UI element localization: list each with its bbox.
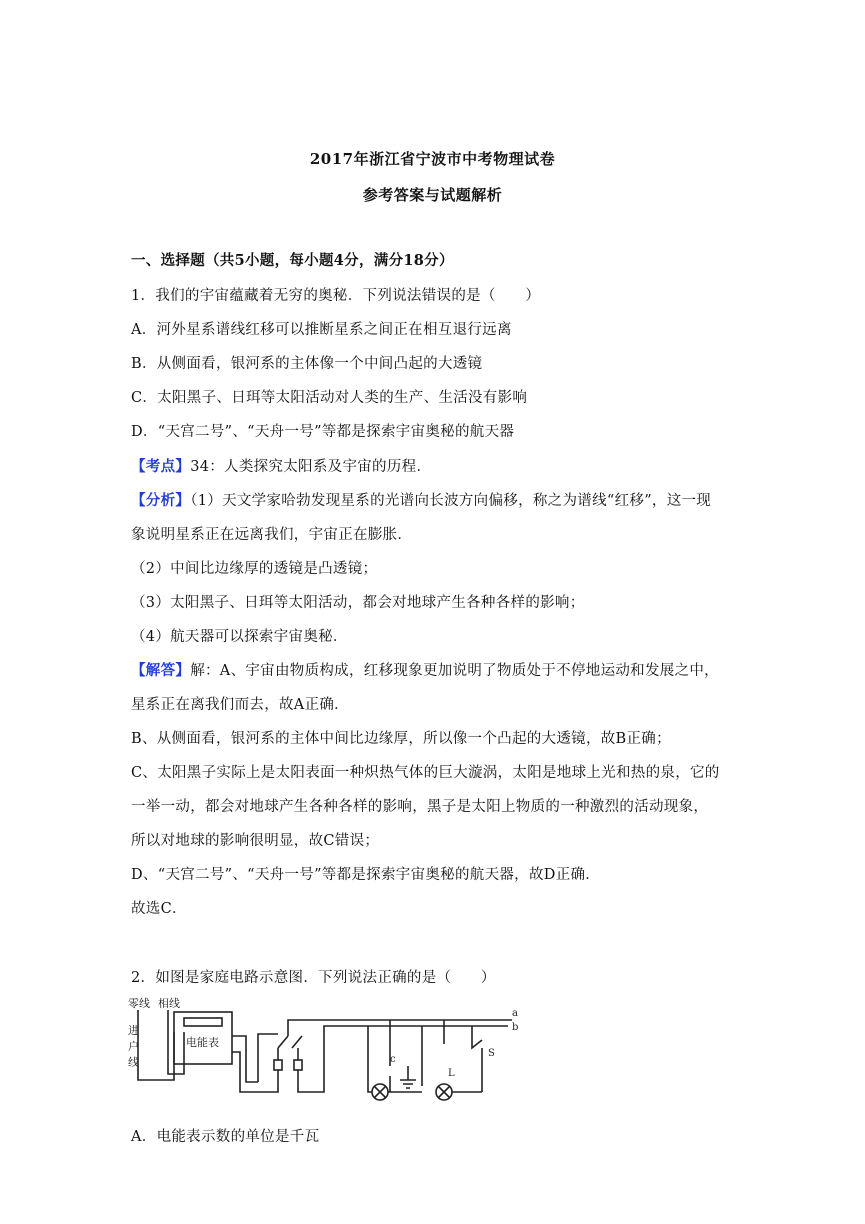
ground-symbol [400, 1066, 416, 1088]
q1-option-b: B．从侧面看，银河系的主体像一个中间凸起的大透镜 [131, 356, 483, 372]
q1-jieda [131, 659, 719, 680]
q2-option-a: A．电能表示数的单位是千瓦 [131, 1129, 320, 1145]
meter-out-a [232, 1036, 258, 1082]
q1-answer: 故选C． [131, 901, 187, 917]
fenxi-tag: 【分析】 [131, 492, 191, 509]
jieda-line: C、太阳黑子实际上是太阳表面一种炽热气体的巨大漩涡，太阳是地球上光和热的泉，它的 [131, 765, 720, 781]
jieda-tag: 【解答】 [131, 662, 191, 679]
fenxi-line: （1）天文学家哈勃发现星系的光谱向长波方向偏移，称之为谱线“红移”，这一现 [190, 493, 712, 509]
q2-stem: 2．如图是家庭电路示意图．下列说法正确的是（ ） [131, 970, 496, 986]
jieda-line: D、“天宫二号”、“天舟一号”等都是探索宇宙奥秘的航天器，故D正确． [131, 867, 601, 883]
label-entry-top: 进 [128, 1024, 139, 1037]
lamp-l-cross [438, 1086, 450, 1098]
label-a: a [512, 1008, 518, 1019]
lamp-c-cross [374, 1086, 386, 1098]
q1-stem: 1．我们的宇宙蕴藏着无穷的奥秘．下列说法错误的是（ ） [131, 288, 541, 304]
section-heading: 一、选择题（共5小题，每小题4分，满分18分） [131, 252, 454, 269]
label-l: L [448, 1068, 455, 1079]
q1-fenxi [131, 489, 711, 510]
fenxi-line: （2）中间比边缘厚的透镜是凸透镜； [131, 561, 378, 577]
fuse-left [274, 1060, 282, 1070]
label-b: b [512, 1022, 519, 1033]
label-s: S [488, 1048, 495, 1059]
meter-out-b [232, 1052, 268, 1092]
meter-label: 电能表 [186, 1036, 219, 1049]
document-title: 2017年浙江省宁波市中考物理试卷 [309, 150, 556, 168]
label-live: 相线 [158, 997, 180, 1010]
meter-display [184, 1018, 222, 1026]
document-subtitle: 参考答案与试题解析 [362, 186, 503, 204]
jieda-line: 解：A、宇宙由物质构成，红移现象更加说明了物质处于不停地运动和发展之中， [190, 663, 719, 679]
q1-kaodian [131, 455, 431, 476]
branch-5 [472, 1026, 482, 1092]
q1-option-d: D．“天宫二号”、“天舟一号”等都是探索宇宙奥秘的航天器 [131, 424, 515, 440]
breaker-wires [258, 1020, 512, 1092]
label-neutral: 零线 [128, 997, 150, 1010]
kaodian-tag: 【考点】 [131, 458, 191, 475]
label-entry-mid: 户 [128, 1040, 139, 1053]
fenxi-line: （3）太阳黑子、日珥等太阳活动，都会对地球产生各种各样的影响； [131, 595, 585, 611]
household-circuit-diagram [128, 996, 520, 1110]
jieda-line: 所以对地球的影响很明显，故C错误； [131, 833, 380, 849]
jieda-line: 星系正在离我们而去，故A正确． [131, 697, 349, 713]
fenxi-line: 象说明星系正在远离我们，宇宙正在膨胀． [131, 527, 413, 543]
jieda-line: 一举一动，都会对地球产生各种各样的影响，黑子是太阳上物质的一种激烈的活动现象， [131, 799, 709, 815]
fuse-right [294, 1060, 302, 1070]
q1-option-a: A．河外星系谱线红移可以推断星系之间正在相互退行远离 [131, 322, 512, 338]
q1-option-c: C．太阳黑子、日珥等太阳活动对人类的生产、生活没有影响 [131, 390, 528, 406]
label-c: c [390, 1054, 396, 1065]
kaodian-text: 34：人类探究太阳系及宇宙的历程． [190, 459, 432, 475]
label-entry-bot: 线 [128, 1056, 139, 1069]
breaker-switch [278, 1036, 302, 1048]
fenxi-line: （4）航天器可以探索宇宙奥秘． [131, 629, 348, 645]
jieda-line: B、从侧面看，银河系的主体中间比边缘厚，所以像一个凸起的大透镜，故B正确； [131, 731, 671, 747]
